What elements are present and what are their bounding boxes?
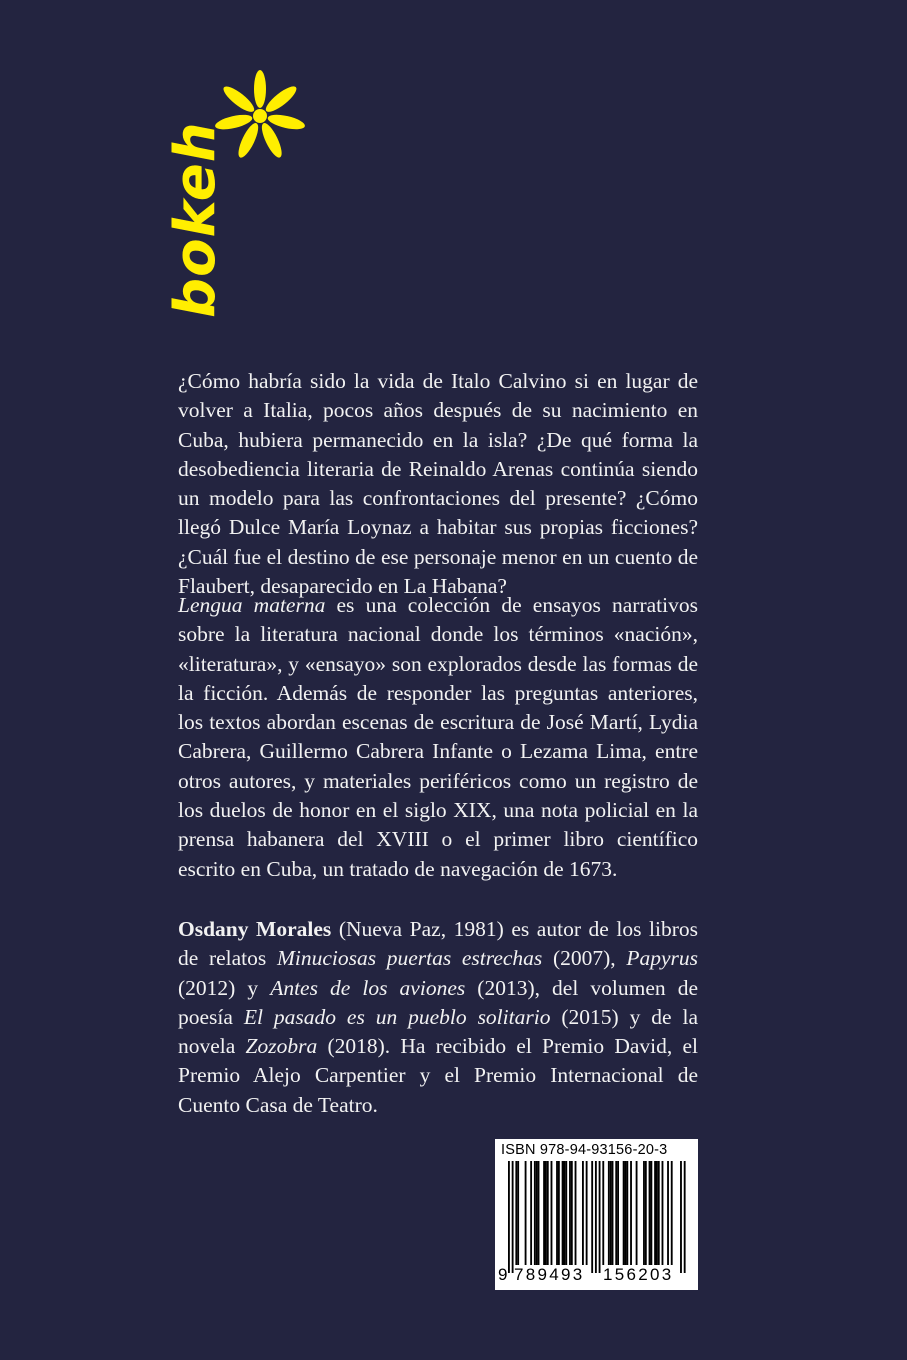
barcode-bar	[534, 1161, 536, 1265]
barcode-bar	[543, 1161, 545, 1265]
barcode-bar	[656, 1161, 658, 1265]
barcode-bar	[545, 1161, 547, 1265]
bio-book-title: Antes de los aviones	[270, 975, 466, 1000]
barcode-bar	[623, 1161, 625, 1265]
bio-book-title: El pasado es un pueblo solitario	[243, 1004, 551, 1029]
author-bio	[178, 915, 698, 1134]
barcode-bar	[636, 1161, 638, 1265]
barcode-bar	[562, 1161, 564, 1265]
barcode-digits-left: 789493	[514, 1265, 585, 1284]
barcode-bar	[525, 1161, 527, 1265]
barcode-bar	[512, 1161, 514, 1273]
barcode-bar	[610, 1161, 612, 1265]
barcode-bar	[645, 1161, 647, 1265]
bio-text: (2007),	[542, 946, 627, 971]
barcode-bar	[602, 1161, 604, 1265]
barcode-bar	[517, 1161, 519, 1265]
bio-text: (2012) y	[178, 975, 271, 1000]
bio-text: (2018). Ha recibido el Premio David, el Premio Alejo Carpentier y el Premio Internacional de Cuento Casa de Teatro.	[178, 1034, 699, 1117]
bio-book-title: Minuciosas puertas estrechas	[276, 946, 543, 971]
publisher-logo	[163, 70, 262, 318]
barcode-bar	[626, 1161, 628, 1265]
barcode-bar	[575, 1161, 577, 1265]
barcode-bar	[684, 1161, 686, 1273]
barcode-bar	[615, 1161, 617, 1265]
blurb-paragraph-2	[178, 591, 698, 898]
barcode-bar	[595, 1161, 597, 1273]
blurb-p1-text: ¿Cómo habría sido la vida de Italo Calvino si en lugar de volver a Italia, pocos años después de su nacimiento en Cuba, hubiera permanecido en la isla? ¿De qué forma la desobediencia literaria de Reinaldo Arenas continúa siendo un modelo para las confrontaciones del presente? ¿Cómo llegó Dulce María Loynaz a habitar sus propias ficciones? ¿Cuál fue el destino de ese personaje menor en un cuento de Flaubert, desaparecido en La Habana?	[178, 369, 698, 599]
barcode-bar	[515, 1161, 517, 1265]
barcode-bar	[625, 1161, 627, 1265]
blurb-paragraph-1	[178, 367, 698, 615]
barcode-bar	[649, 1161, 651, 1265]
author-name: Osdany Morales	[178, 917, 332, 941]
barcode-bar	[586, 1161, 588, 1265]
barcode-bar	[654, 1161, 656, 1265]
barcode-bar	[671, 1161, 673, 1265]
publisher-name: bokeh	[163, 121, 228, 318]
bio-text: (2013), del volumen de poesía	[178, 975, 698, 1029]
barcode-bar	[538, 1161, 540, 1265]
barcode-bar	[608, 1161, 610, 1265]
barcode-bar	[658, 1161, 660, 1265]
bio-book-title: Papyrus	[626, 946, 699, 971]
barcode-bar	[591, 1161, 593, 1273]
barcode-bar	[569, 1161, 571, 1265]
book-title: Lengua materna	[178, 593, 326, 617]
barcode-bar	[599, 1161, 601, 1273]
bio-book-title: Zozobra	[245, 1034, 318, 1059]
barcode-bar	[556, 1161, 558, 1265]
barcode-bar	[558, 1161, 560, 1265]
bio-text: (Nueva Paz, 1981) es autor de los libros de relatos	[178, 917, 698, 971]
blurb-p2-text: es una colección de ensayos narrativos sobre la literatura nacional donde los términos «nación», «literatura», y «ensayo» son explorados desde las formas de la ficción. Además de responder las preguntas anteriores, los textos abordan escenas de escritura de José Martí, Lydia Cabrera, Guillermo Cabrera Infante o Lezama Lima, entre otros autores, y materiales periféricos como un registro de los duelos de honor en el siglo XIX, una nota policial en la prensa habanera del XVIII o el primer libro científico escrito en Cuba, un tratado de navegación de 1673.	[178, 593, 698, 881]
barcode-digit-first: 9	[498, 1265, 508, 1284]
barcode-bar	[571, 1161, 573, 1265]
barcode-bar	[582, 1161, 584, 1265]
barcode-bar	[551, 1161, 553, 1265]
barcode-bar	[680, 1161, 682, 1273]
bio-text: (2015) y de la novela	[178, 1004, 698, 1059]
barcode-bar	[547, 1161, 549, 1265]
barcode-bar	[667, 1161, 669, 1265]
barcode-bar	[564, 1161, 566, 1265]
barcode-digits-right: 156203	[603, 1265, 674, 1284]
barcode-bar	[612, 1161, 614, 1265]
isbn-barcode	[495, 1139, 698, 1290]
barcode-bar	[530, 1161, 532, 1265]
barcode-bar	[508, 1161, 510, 1273]
barcode-bar	[565, 1161, 567, 1265]
barcode-bar	[617, 1161, 619, 1265]
barcode-bar	[643, 1161, 645, 1265]
barcode-bar	[650, 1161, 652, 1265]
barcode-bar	[662, 1161, 664, 1265]
isbn-label: ISBN 978-94-93156-20-3	[501, 1142, 668, 1158]
barcode-bar	[536, 1161, 538, 1265]
barcode-bar	[630, 1161, 632, 1265]
